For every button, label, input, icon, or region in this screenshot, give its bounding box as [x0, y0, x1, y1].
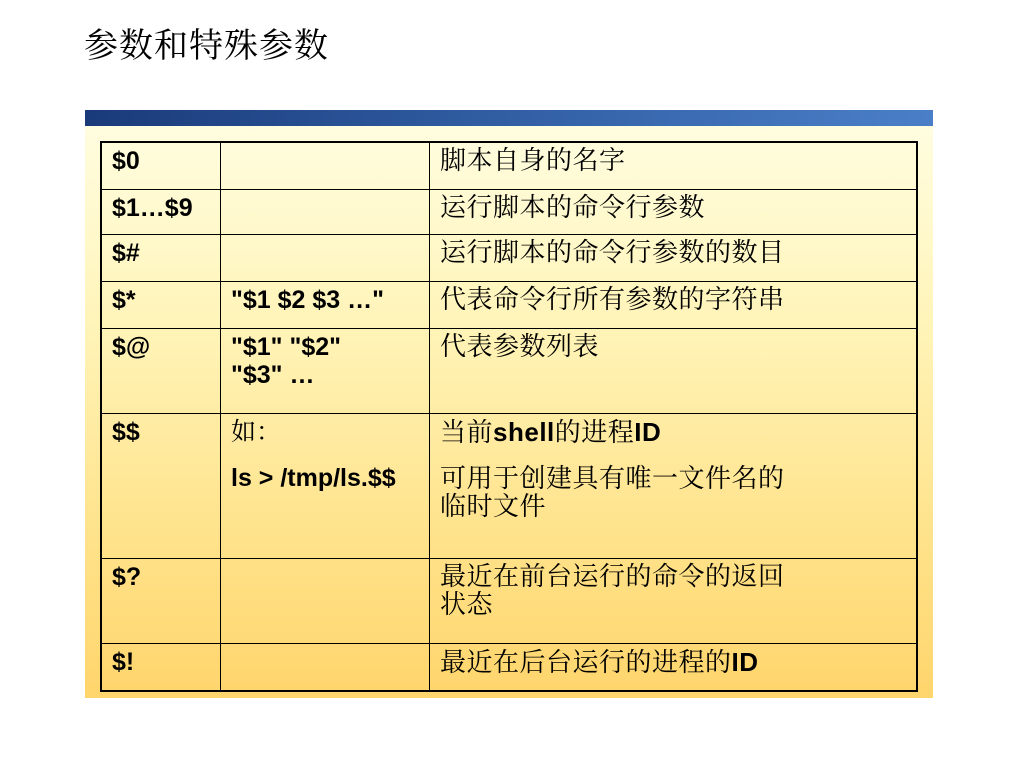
example-cell	[221, 235, 430, 282]
table-row	[101, 559, 917, 644]
description-text: 的进程	[554, 418, 635, 448]
description-keyword: ID	[634, 417, 662, 447]
description-text: 最近在后台运行的进程的	[440, 648, 732, 678]
example-line: 如：	[231, 417, 282, 446]
description-line: 临时文件	[440, 492, 547, 522]
description-cell	[430, 559, 918, 644]
example-cell	[221, 329, 430, 414]
special-parameters-table	[100, 141, 918, 692]
description-line	[440, 418, 906, 447]
example-line: "$1 $2 $3 …"	[231, 286, 384, 314]
title-underline-bar	[85, 110, 933, 126]
example-cell	[221, 282, 430, 329]
description-cell	[430, 282, 918, 329]
description-keyword: shell	[493, 417, 555, 447]
example-cell	[221, 559, 430, 644]
description-line: 运行脚本的命令行参数	[440, 193, 706, 223]
table-row	[101, 190, 917, 235]
table-row	[101, 644, 917, 692]
table-row	[101, 282, 917, 329]
description-cell	[430, 329, 918, 414]
example-line: "$3" …	[231, 361, 315, 389]
example-command-line: ls > /tmp/ls.$$	[231, 464, 396, 492]
description-cell	[430, 414, 918, 559]
description-line: 代表参数列表	[440, 332, 600, 362]
param-cell: $!	[101, 644, 221, 692]
slide-title: 参数和特殊参数	[84, 26, 329, 66]
param-cell: $0	[101, 142, 221, 190]
param-cell: $$	[101, 414, 221, 559]
description-keyword: ID	[731, 647, 759, 677]
description-line: 状态	[440, 590, 494, 620]
description-line: 运行脚本的命令行参数的数目	[440, 238, 785, 268]
table-row	[101, 329, 917, 414]
description-text: 当前	[440, 418, 494, 448]
table-row	[101, 235, 917, 282]
description-line: 代表命令行所有参数的字符串	[440, 285, 785, 315]
param-cell: $1…$9	[101, 190, 221, 235]
example-cell	[221, 190, 430, 235]
param-cell: $@	[101, 329, 221, 414]
description-line: 脚本自身的名字	[440, 146, 626, 176]
example-cell	[221, 414, 430, 559]
description-line: 可用于创建具有唯一文件名的	[440, 464, 785, 494]
param-cell: $?	[101, 559, 221, 644]
description-cell	[430, 644, 918, 692]
example-cell	[221, 644, 430, 692]
description-cell	[430, 190, 918, 235]
example-line: "$1" "$2"	[231, 333, 341, 361]
description-line	[440, 648, 906, 677]
example-cell	[221, 142, 430, 190]
table-row	[101, 142, 917, 190]
table-row	[101, 414, 917, 559]
param-cell: $*	[101, 282, 221, 329]
param-cell: $#	[101, 235, 221, 282]
description-line: 最近在前台运行的命令的返回	[440, 562, 785, 592]
description-cell	[430, 142, 918, 190]
description-cell	[430, 235, 918, 282]
